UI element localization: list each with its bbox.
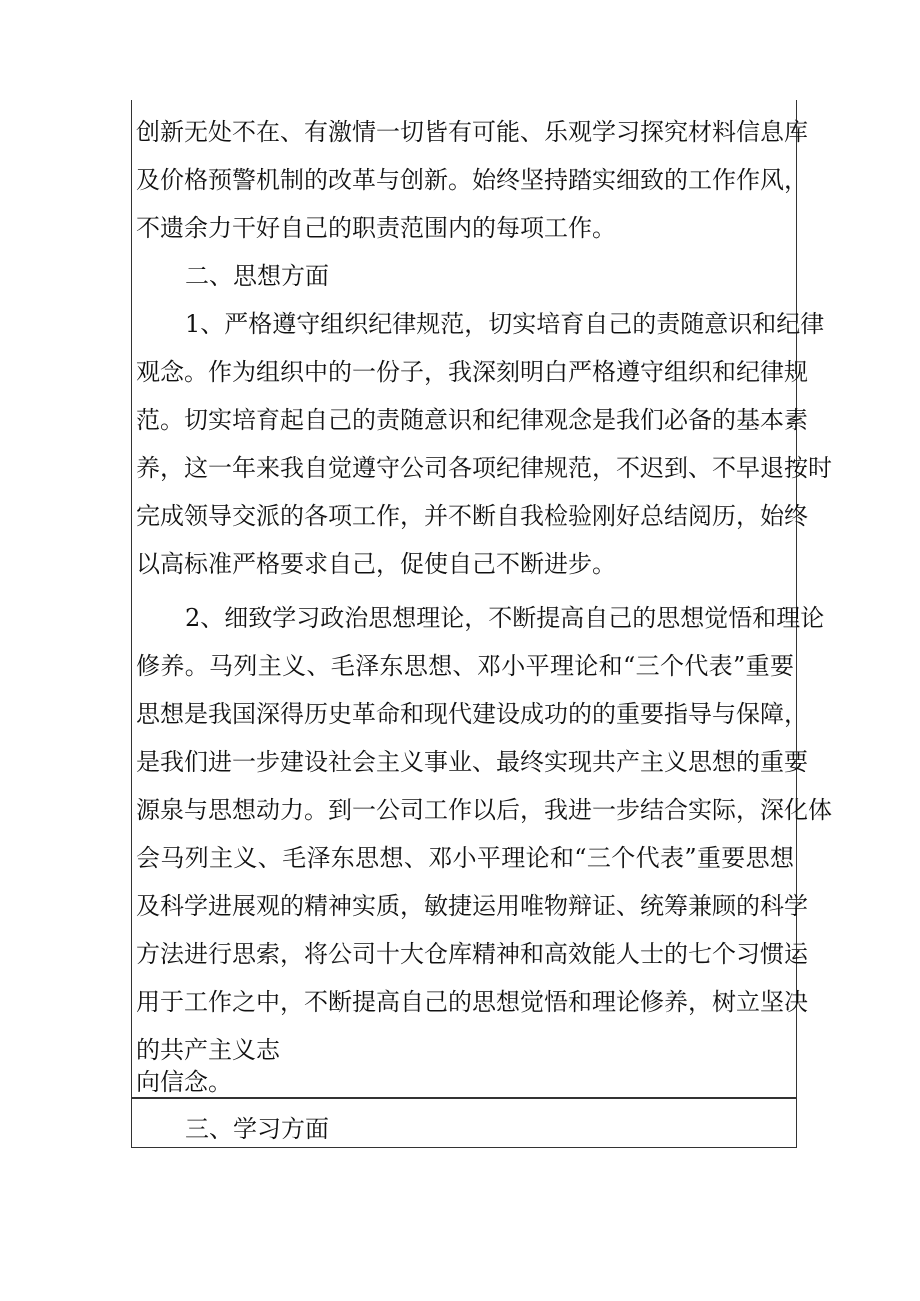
paragraph-line: 不遗余力干好自己的职责范围内的每项工作。 <box>136 214 616 242</box>
paragraph-line: 2、细致学习政治思想理论，不断提高自己的思想觉悟和理论 <box>185 604 825 632</box>
paragraph-line: 思想是我国深得历史革命和现代建设成功的的重要指导与保障， <box>136 700 808 728</box>
paragraph-line: 会马列主义、毛泽东思想、邓小平理论和“三个代表”重要思想 <box>136 844 794 872</box>
paragraph-line: 及价格预警机制的改革与创新。始终坚持踏实细致的工作作风， <box>136 166 808 194</box>
paragraph-line-overflow: 向信念。 <box>136 1068 232 1096</box>
paragraph-line: 养，这一年来我自觉遵守公司各项纪律规范，不迟到、不早退按时 <box>136 454 832 482</box>
paragraph-line: 源泉与思想动力。到一公司工作以后，我进一步结合实际，深化体 <box>136 796 832 824</box>
paragraph-line: 1、严格遵守组织纪律规范，切实培育自己的责随意识和纪律 <box>185 310 825 338</box>
section-heading-study: 三、学习方面 <box>185 1115 329 1143</box>
paragraph-line: 的共产主义志 <box>136 1036 280 1064</box>
paragraph-line: 观念。作为组织中的一份子，我深刻明白严格遵守组织和纪律规 <box>136 358 808 386</box>
paragraph-line: 范。切实培育起自己的责随意识和纪律观念是我们必备的基本素 <box>136 406 808 434</box>
paragraph-line: 以高标准严格要求自己，促使自己不断进步。 <box>136 550 616 578</box>
paragraph-line: 创新无处不在、有激情一切皆有可能、乐观学习探究材料信息库 <box>136 118 808 146</box>
paragraph-line: 修养。马列主义、毛泽东思想、邓小平理论和“三个代表”重要 <box>136 652 794 680</box>
paragraph-line: 完成领导交派的各项工作，并不断自我检验刚好总结阅历，始终 <box>136 502 808 530</box>
paragraph-line: 方法进行思索，将公司十大仓库精神和高效能人士的七个习惯运 <box>136 940 808 968</box>
section-heading-thought: 二、思想方面 <box>185 262 329 290</box>
paragraph-line: 用于工作之中，不断提高自己的思想觉悟和理论修养，树立坚决 <box>136 988 808 1016</box>
paragraph-line: 及科学进展观的精神实质，敏捷运用唯物辩证、统筹兼顾的科学 <box>136 892 808 920</box>
paragraph-line: 是我们进一步建设社会主义事业、最终实现共产主义思想的重要 <box>136 748 808 776</box>
